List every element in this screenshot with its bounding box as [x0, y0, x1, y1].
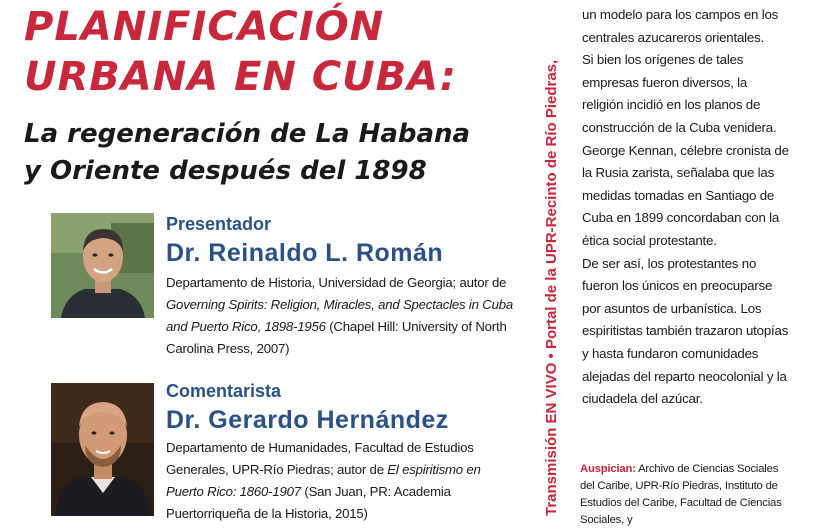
title-line-2: URBANA EN CUBA: — [24, 54, 457, 100]
commentator-bio-prefix: Departamento de Humanidades, Facultad de Estudios Generales, UPR-Río Piedras; autor de — [166, 440, 474, 477]
presenter-bio — [166, 272, 514, 360]
presenter-name: Dr. Reinaldo L. Román — [166, 239, 444, 267]
description-paragraph-1: un modelo para los campos en los centrales azucareros orientales. — [582, 7, 779, 45]
presenter-bio-book: Governing Spirits: Religion, Miracles, and Spectacles in Cuba and Puerto Rico, 1898-1956 — [166, 297, 513, 334]
vertical-banner — [538, 0, 566, 516]
commentator-photo — [51, 383, 154, 516]
subtitle-line-1: La regeneración de La Habana — [24, 119, 471, 149]
title-line-1: PLANIFICACIÓN — [24, 4, 385, 50]
presenter-bio-suffix: (Chapel Hill: University of North Carolina Press, 2007) — [166, 319, 507, 356]
commentator-bio-suffix: (San Juan, PR: Academia Puertorriqueña de la Historia, 2015) — [166, 484, 451, 521]
sponsors-text: Archivo de Ciencias Sociales del Caribe, UPR-Río Piedras, Instituto de Estudios del Caribe, Facultad de Ciencias Sociales, y — [580, 463, 782, 526]
vertical-banner-text: Transmisión EN VIVO • Portal de la UPR-Recinto de Río Piedras, — [543, 59, 560, 516]
presenter-photo — [51, 213, 154, 318]
commentator-name: Dr. Gerardo Hernández — [166, 406, 449, 434]
commentator-role: Comentarista — [166, 381, 282, 401]
description-paragraph-3: De ser así, los protestantes no fueron los únicos en preocuparse por asuntos de urbanística. Los espiritistas también trazaron utopías y hasta fundaron comunidades alejadas del reparto neocolonial y la ciudadela del azúcar. — [582, 255, 789, 407]
presenter-role: Presentador — [166, 214, 272, 234]
commentator-bio-book: El espiritismo en Puerto Rico: 1860-1907 — [166, 462, 481, 499]
event-subtitle — [24, 116, 470, 190]
sponsors-block — [580, 461, 794, 529]
description-column — [582, 4, 790, 411]
presenter-bio-prefix: Departamento de Historia, Universidad de Georgia; autor de — [166, 275, 507, 290]
sponsors-label: Auspician: — [580, 463, 636, 475]
commentator-bio — [166, 437, 514, 525]
subtitle-line-2: y Oriente después del 1898 — [24, 156, 427, 186]
description-paragraph-2: Si bien los orígenes de tales empresas fueron diversos, la religión incidió en los planos de construcción de la Cuba venidera. George Kennan, célebre cronista de la Rusia zarista, señalaba que las medidas tomadas en Santiago de Cuba en 1899 concordaban con la ética social protestante. — [582, 52, 789, 248]
event-title — [24, 2, 457, 102]
